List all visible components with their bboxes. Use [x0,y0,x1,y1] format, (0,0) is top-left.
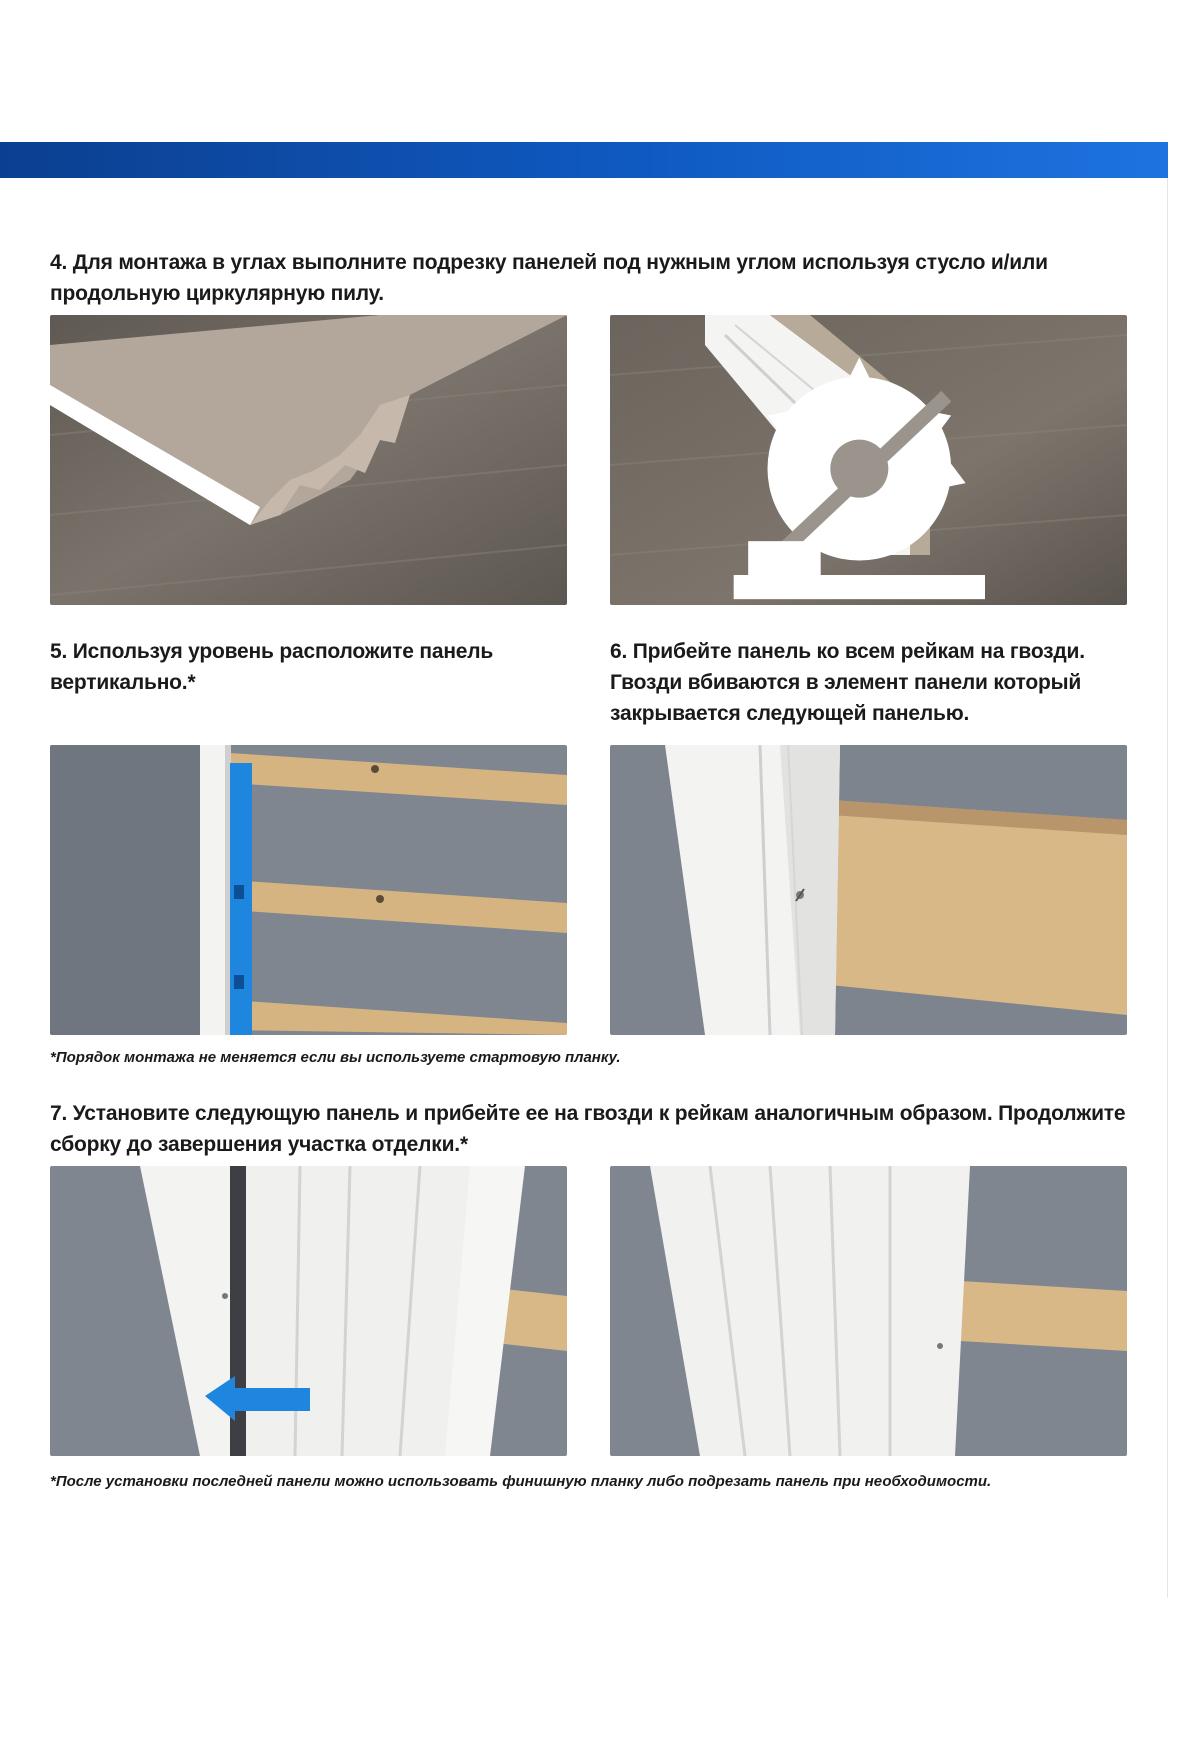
note-finish-strip: *После установки последней панели можно использовать финишную планку либо подрезать панель при необходимости. [50,1473,992,1490]
photo-panel-profile-cut [50,315,567,605]
miter-saw-icon [610,343,1113,605]
photo-panel-edge-miter [610,315,1127,605]
photo-nailing-panel [610,745,1127,1035]
header-brand-bar [0,142,1168,178]
note-starter-strip: *Порядок монтажа не меняется если вы используете стартовую планку. [50,1049,621,1066]
photo-next-panel-install [50,1166,567,1456]
photo-level-on-panel [50,745,567,1035]
page-edge-rule [1167,178,1168,1598]
step-5-heading: 5. Используя уровень расположите панель вертикально.* [50,640,494,694]
photo-panels-assembled [610,1166,1127,1456]
step-7-heading: 7. Установите следующую панель и прибейте ее на гвозди к рейкам аналогичным образом. Продолжите сборку до завершения участка отделки.* [50,1102,1126,1156]
step-4-heading: 4. Для монтажа в углах выполните подрезку панелей под нужным углом используя стусло и/или продольную циркулярную пилу. [50,251,1048,305]
step-6-heading: 6. Прибейте панель ко всем рейкам на гвозди. Гвозди вбиваются в элемент панели который закрывается следующей панелью. [610,640,1085,725]
